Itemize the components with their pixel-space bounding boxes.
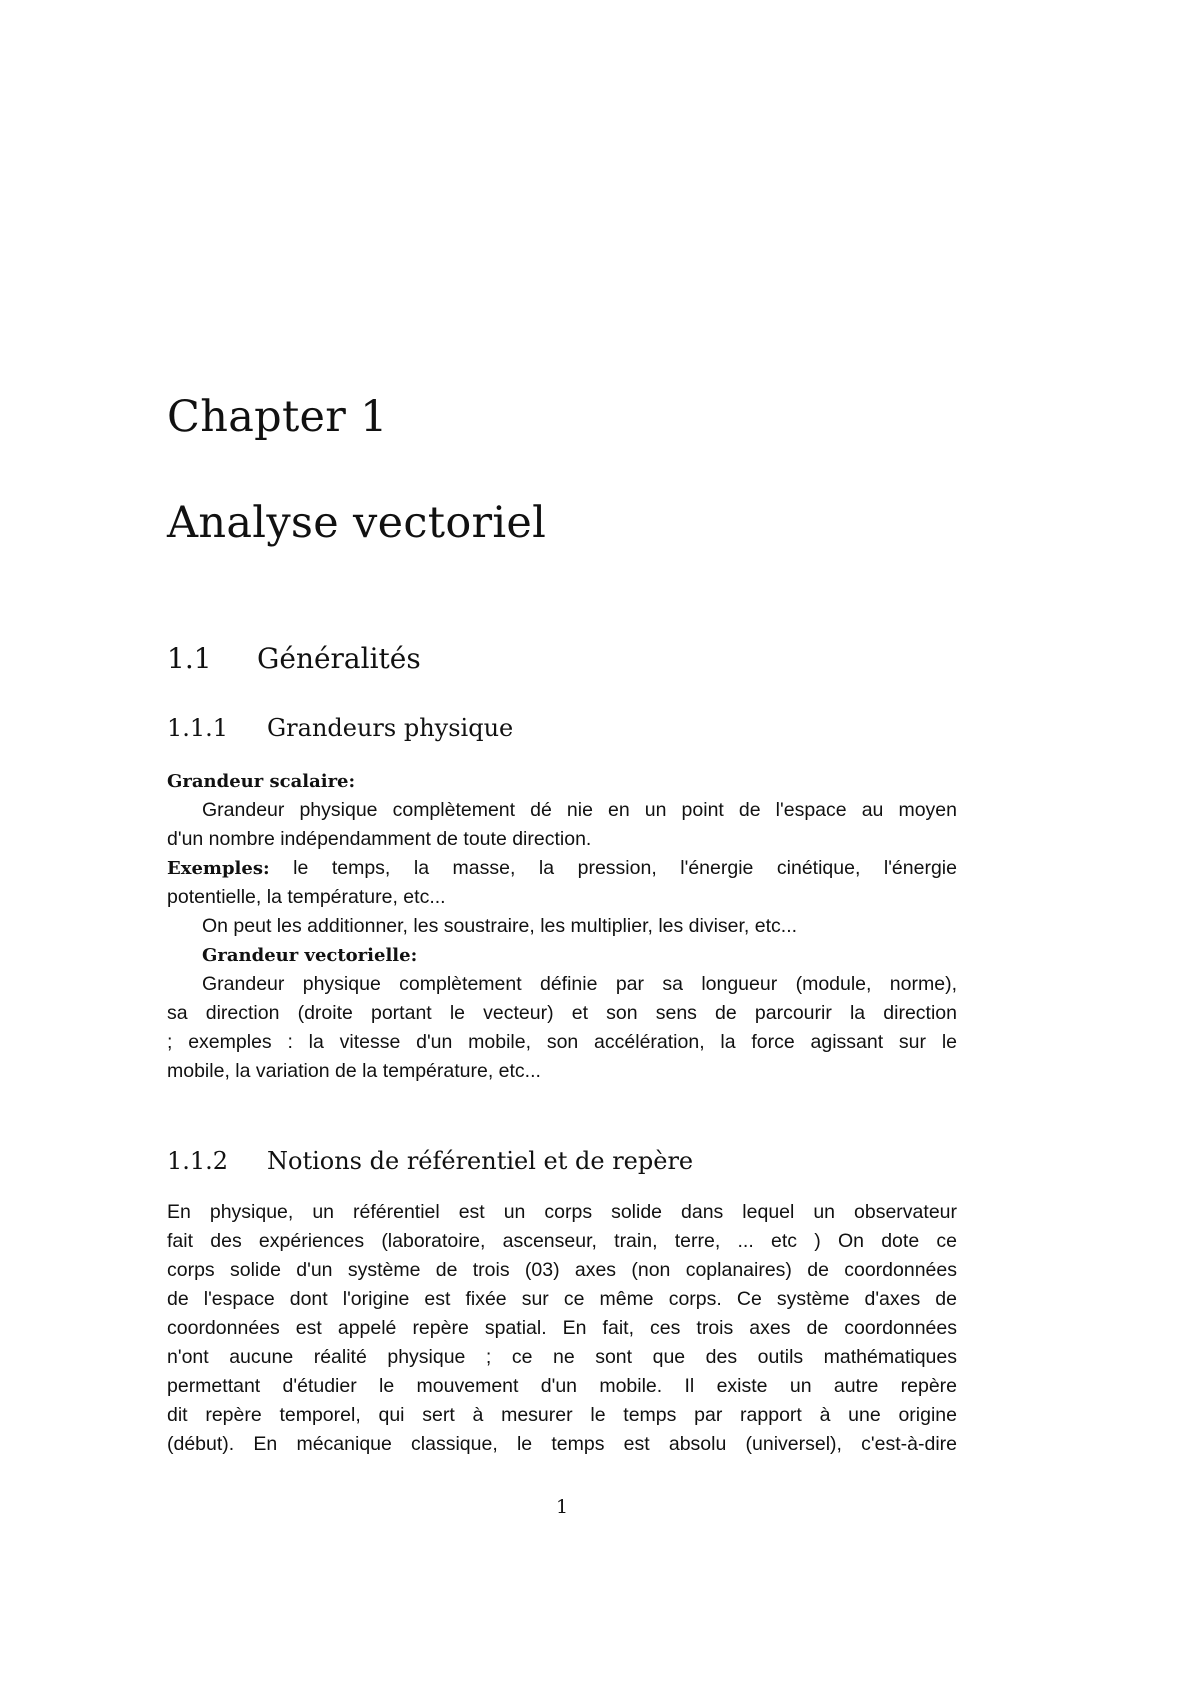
section-number: 1.1 <box>167 642 212 675</box>
vectorielle-line: Grandeur physique complètement définie par sa longueur (module, norme), <box>202 973 957 995</box>
vectorielle-line: ; exemples : la vitesse d'un mobile, son accélération, la force agissant sur le <box>167 1031 957 1053</box>
exemples-line <box>167 854 957 883</box>
referentiel-line: coordonnées est appelé repère spatial. En fait, ces trois axes de coordonnées <box>167 1317 957 1339</box>
exemples-line: potentielle, la température, etc... <box>167 886 446 908</box>
referentiel-line: dit repère temporel, qui sert à mesurer le temps par rapport à une origine <box>167 1404 957 1426</box>
operations-line: On peut les additionner, les soustraire, les multiplier, les diviser, etc... <box>202 915 798 937</box>
section-heading <box>167 642 421 675</box>
scalaire-line: Grandeur physique complètement dé nie en un point de l'espace au moyen <box>202 799 957 821</box>
subsection-number: 1.1.2 <box>167 1147 229 1175</box>
referentiel-line: corps solide d'un système de trois (03) axes (non coplanaires) de coordonnées <box>167 1259 957 1281</box>
exemples-text: le temps, la masse, la pression, l'énergie cinétique, l'énergie <box>269 857 957 879</box>
vectorielle-line: sa direction (droite portant le vecteur) et son sens de parcourir la direction <box>167 1002 957 1024</box>
subsection-title: Grandeurs physique <box>267 714 514 742</box>
section-title: Généralités <box>257 642 421 675</box>
chapter-label: Chapter 1 <box>167 392 388 442</box>
referentiel-body <box>167 1198 957 1459</box>
referentiel-line: n'ont aucune réalité physique ; ce ne sont que des outils mathématiques <box>167 1346 957 1368</box>
page-number: 1 <box>555 1496 569 1518</box>
vectorielle-line: mobile, la variation de la température, etc... <box>167 1060 541 1082</box>
subsection-number: 1.1.1 <box>167 714 229 742</box>
subsection-heading-grandeurs <box>167 716 513 740</box>
vectorielle-label: Grandeur vectorielle: <box>202 945 418 966</box>
referentiel-line: de l'espace dont l'origine est fixée sur ce même corps. Ce système d'axes de <box>167 1288 957 1310</box>
scalaire-line: d'un nombre indépendamment de toute direction. <box>167 828 592 850</box>
subsection-heading-referentiel <box>167 1149 693 1173</box>
referentiel-line: permettant d'étudier le mouvement d'un mobile. Il existe un autre repère <box>167 1375 957 1397</box>
referentiel-line: fait des expériences (laboratoire, ascenseur, train, terre, ... etc ) On dote ce <box>167 1230 957 1252</box>
scalaire-label: Grandeur scalaire: <box>167 771 356 792</box>
referentiel-line: En physique, un référentiel est un corps solide dans lequel un observateur <box>167 1201 957 1223</box>
referentiel-line: (début). En mécanique classique, le temps est absolu (universel), c'est-à-dire <box>167 1433 957 1455</box>
subsection-title: Notions de référentiel et de repère <box>267 1147 694 1175</box>
grandeurs-body <box>167 767 957 1086</box>
exemples-label: Exemples: <box>167 858 270 879</box>
chapter-title: Analyse vectoriel <box>167 498 547 548</box>
